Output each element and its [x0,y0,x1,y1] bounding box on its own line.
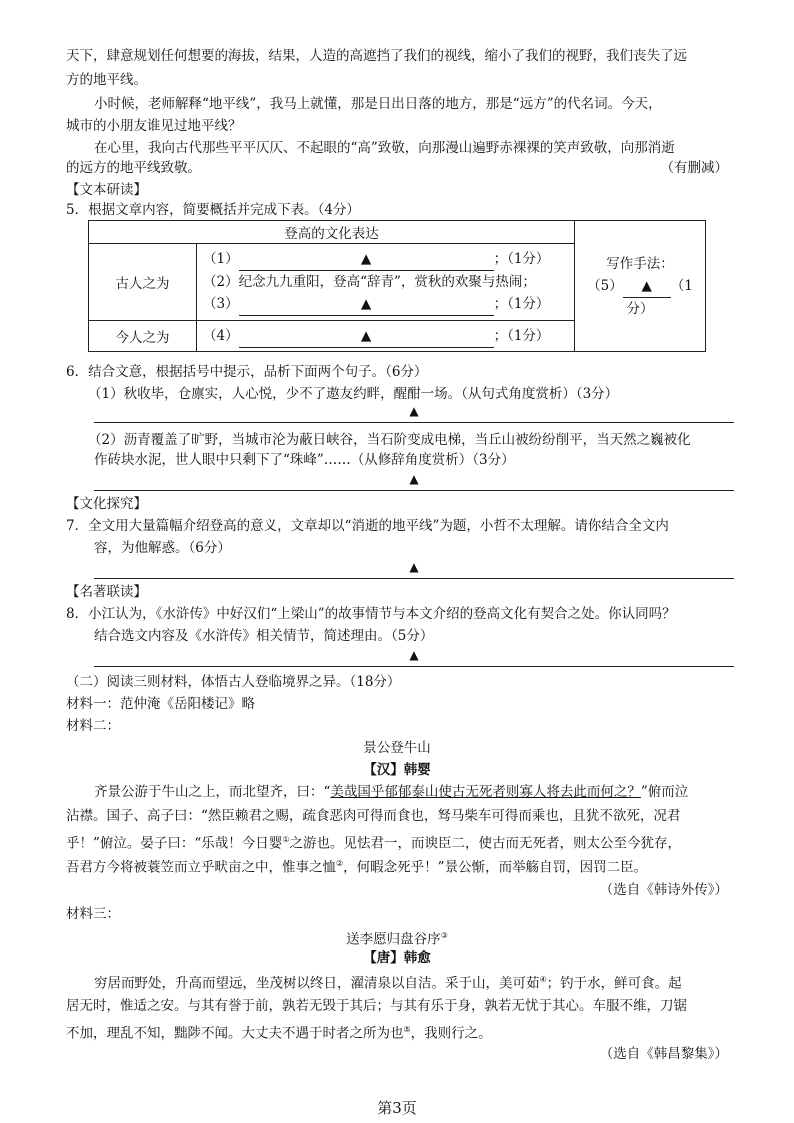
material-3-label: 材料三： [66,906,120,922]
text2-line [66,854,647,878]
answer-blank[interactable]: ▲ [239,325,494,348]
score: （1分） [626,277,693,317]
technique-answer[interactable] [581,275,699,320]
summary-table [88,220,706,352]
text2-title: 景公登牛山 [363,740,431,756]
question-8: 8．小江认为，《水浒传》中好汉们“上梁山”的故事情节与本文介绍的登高文化有契合之处。你认同吗？ [66,606,676,622]
text3-line: 居无时，惟适之安。与其有誉于前，孰若无毁于其后；与其有乐于身，孰若无忧于其心。车服不维，刀锯 [66,998,687,1014]
intro-line: 方的地平线。 [66,72,147,88]
text2-line: 沾襟。国子、高子曰：“然臣赖君之赐，疏食恶肉可得而食也，驽马柴车可得而乘也，且犹不欲死，况君 [66,808,681,824]
table-row: （2）纪念九九重阳，登高“辞青”，赏秋的欢聚与热闹； [203,274,536,290]
answer-number: （3） [203,296,239,312]
text3-author: 【唐】韩愈 [363,950,431,966]
footnote-mark: ⑤ [403,1025,411,1034]
question-6-2: （2）沥青覆盖了旷野，当城市沦为蔽日峡谷，当石阶变成电梯，当丘山被纷纷削平，当天然之巍被化 [88,432,691,448]
score: ；（1分） [493,251,550,267]
text-span: ，我则行之。 [410,1025,492,1042]
answer-line[interactable] [94,402,734,423]
answer-blank[interactable]: ▲ [239,293,494,316]
text-span: 吾君方今将被蓑笠而立乎畎亩之中，惟事之恤 [66,859,336,876]
ancients-answers [197,244,575,321]
intro-line: 城市的小朋友谁见过地平线？ [66,118,242,134]
part-title: （二）阅读三则材料，体悟古人登临境界之异。（18分） [66,674,401,690]
technique-label: 写作手法： [606,255,674,272]
text2-line [66,830,681,854]
intro-line: 小时候，老师解释“地平线”，我马上就懂，那是日出日落的地方，那是“远方”的代名词。今天， [94,96,662,112]
ancients-label: 古人之为 [89,244,197,321]
text3-line [66,1020,492,1044]
text2-author: 【汉】韩婴 [363,762,431,778]
answer-mark: ▲ [409,404,419,418]
table-row[interactable] [203,325,568,348]
question-7: 7．全文用大量篇幅介绍登高的意义，文章却以“消逝的地平线”为题，小哲不太理解。请你结合全文内 [66,518,669,534]
answer-mark: ▲ [409,472,419,486]
text3-source: （选自《韩昌黎集》） [599,1046,728,1062]
section-heading: 【文本研读】 [66,182,147,198]
table-title: 登高的文化表达 [89,221,575,244]
answer-mark: ▲ [409,560,419,574]
intro-line: 在心里，我向古代那些平平仄仄、不起眼的“高”致敬，向那漫山遍野赤裸裸的笑声致敬，向那消逝 [94,140,675,156]
score: ；（1分） [493,296,550,312]
text-span: 穷居而野处，升高而望远，坐茂树以终日，濯清泉以自洁。采于山，美可茹 [94,975,540,992]
underlined-sentence: 美哉国乎郁郁泰山使古无死者则寡人将去此而何之？ [330,784,641,800]
answer-line[interactable] [94,646,734,667]
title-text: 送李愿归盘谷序 [346,931,441,948]
text3-title [0,926,794,950]
footnote-mark: ① [282,835,290,844]
answer-blank[interactable]: ▲ [623,275,671,298]
text2-source: （选自《韩诗外传》） [599,882,728,898]
score: ；（1分） [493,327,550,344]
answer-blank[interactable]: ▲ [239,248,494,271]
question-6-2: 作砖块水泥，世人眼中只剩下了“珠峰”……（从修辞角度赏析）（3分） [94,452,515,468]
text-span: 乎！”俯泣。晏子曰：“乐哉！今日婴 [66,835,283,852]
intro-line: 的远方的地平线致敬。 [66,160,201,176]
text-span: ，何暇念死乎！”景公惭，而举觞自罚，因罚二臣。 [343,859,648,876]
footnote-mark: ④ [539,975,547,984]
answer-line[interactable] [94,558,734,579]
answer-number: （5） [587,277,623,294]
footnote-mark: ② [336,859,344,868]
text-span: 不加，理乱不知，黜陟不闻。大丈夫不遇于时者之所为也 [66,1025,404,1042]
section-heading: 【文化探究】 [66,496,147,512]
answer-number: （1） [203,251,239,267]
text2-line [94,782,688,802]
text-span: 之游也。见怯君一，而谀臣二，使古而无死者，则太公至今犹存， [289,835,681,852]
question-8: 结合选文内容及《水浒传》相关情节，简述理由。（5分） [94,628,434,644]
deletion-note: （有删减） [660,160,728,176]
table-row[interactable] [203,293,568,316]
material-1: 材料一：范仲淹《岳阳楼记》略 [66,696,255,712]
answer-mark: ▲ [409,648,419,662]
text-span: ”俯而泣 [640,784,689,800]
table-row[interactable] [203,248,568,271]
text-span: ；钓于水，鲜可食。起 [546,975,682,992]
technique-cell [575,221,706,352]
moderns-answer [197,321,575,352]
question-7: 容，为他解惑。（6分） [94,540,231,556]
text3-line [94,970,682,994]
intro-line: 天下，肆意规划任何想要的海拔，结果，人造的高遮挡了我们的视线，缩小了我们的视野，我们丧失了远 [66,48,687,64]
section-heading: 【名著联读】 [66,584,147,600]
answer-line[interactable] [94,470,734,491]
question-6-1: （1）秋收毕，仓廪实，人心悦，少不了遨友约畔，醒酣一场。（从句式角度赏析）（3分） [88,386,619,402]
answer-number: （4） [203,327,239,344]
question-5: 5．根据文章内容，简要概括并完成下表。（4分） [66,202,360,218]
moderns-label: 今人之为 [89,321,197,352]
text-span: 齐景公游于牛山之上，而北望齐，曰：“ [94,784,331,800]
footnote-mark: ③ [440,931,448,940]
material-2-label: 材料二： [66,718,120,734]
question-6: 6．结合文意，根据括号中提示，品析下面两个句子。（6分） [66,364,428,380]
page-number: 第3页 [377,1099,417,1117]
